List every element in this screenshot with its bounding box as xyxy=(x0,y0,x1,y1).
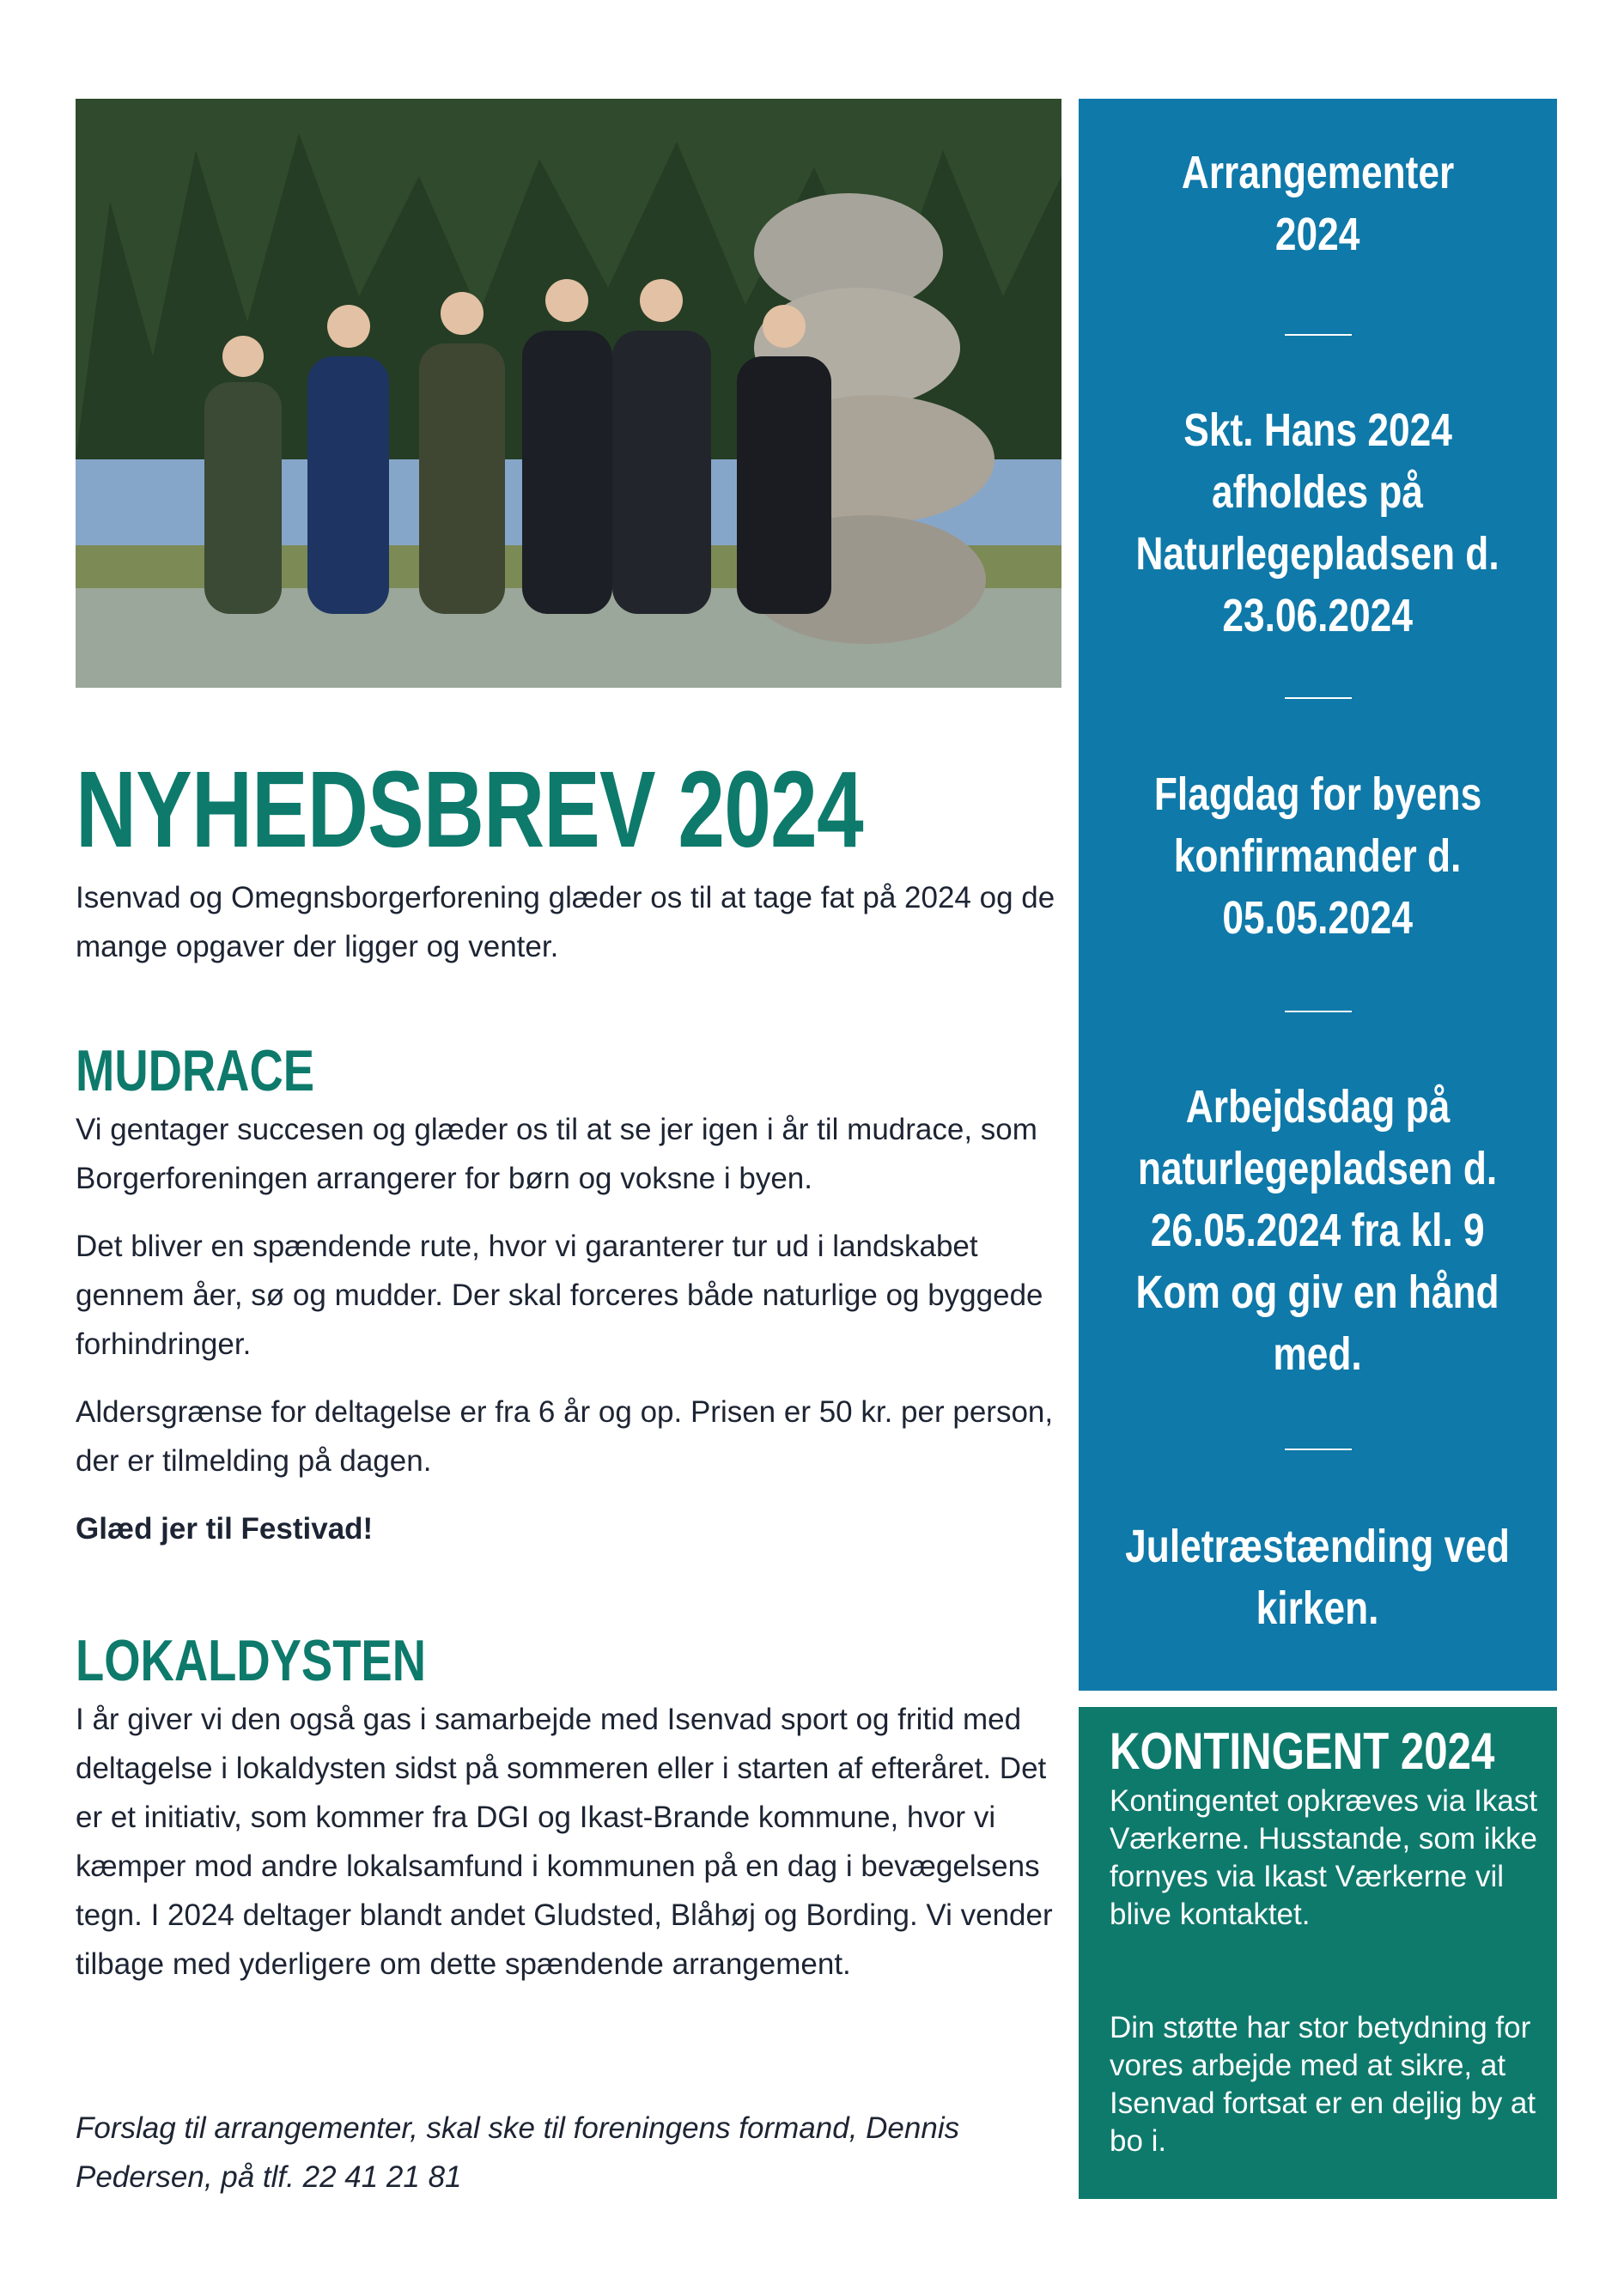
mudrace-heading: MUDRACE xyxy=(76,1038,315,1103)
intro-section xyxy=(76,873,1072,990)
events-title-line-2: 2024 xyxy=(1275,209,1360,260)
lokaldysten-paragraph: I år giver vi den også gas i samarbejde med Isenvad sport og fritid med deltagelse i lokaldysten sidst på sommeren eller i starten af efteråret. Det er et initiativ, som kommer fra DGI og Ikast-Brande kommune, hvor vi kæmper mod andre lokalsamfund i kommunen på en dag i bevægelsens tegn. I 2024 deltager blandt andet Gludsted, Blåhøj og Bording. Vi vender tilbage med yderligere om dette spændende arrangement. xyxy=(76,1703,1053,1981)
event-line: konfirmander d. xyxy=(1174,830,1462,882)
event-line: Naturlegepladsen d. xyxy=(1135,528,1500,580)
kontingent-box xyxy=(1079,1707,1557,2199)
kontingent-paragraph-2: Din støtte har stor betydning for vores arbejde med at sikre, at Isenvad fortsat er en dejlig by at bo i. xyxy=(1110,2011,1536,2158)
event-juletrae xyxy=(1079,1515,1557,1639)
event-line: Flagdag for byens xyxy=(1153,768,1482,820)
separator xyxy=(1285,1011,1352,1012)
event-line: 05.05.2024 xyxy=(1222,892,1414,944)
separator xyxy=(1285,334,1352,336)
event-line: afholdes på xyxy=(1212,466,1424,518)
mudrace-paragraph-3: Aldersgrænse for deltagelse er fra 6 år og op. Prisen er 50 kr. per person, der er tilmelding på dagen. xyxy=(76,1395,1054,1478)
event-flagdag xyxy=(1079,763,1557,949)
intro-text: Isenvad og Omegnsborgerforening glæder os til at tage fat på 2024 og de mange opgaver der ligger og venter. xyxy=(76,881,1055,963)
kontingent-title: KONTINGENT 2024 xyxy=(1110,1722,1495,1780)
mudrace-section xyxy=(76,1038,1072,1572)
mudrace-paragraph-4: Glæd jer til Festivad! xyxy=(76,1512,374,1546)
page-title: NYHEDSBREV 2024 xyxy=(76,749,863,870)
mudrace-paragraph-2: Det bliver en spændende rute, hvor vi garanterer tur ud i landskabet gennem åer, sø og mudder. Der skal forceres både naturlige og byggede forhindringer. xyxy=(76,1230,1043,1361)
lokaldysten-section xyxy=(76,1628,1072,2007)
event-line: Skt. Hans 2024 xyxy=(1183,404,1452,456)
footer-note: Forslag til arrangementer, skal ske til foreningens formand, Dennis Pedersen, på tlf. 22 41 21 81 xyxy=(76,2111,960,2194)
event-line: 26.05.2024 fra kl. 9 xyxy=(1151,1205,1485,1256)
event-line: kirken. xyxy=(1256,1582,1379,1634)
events-sidebar xyxy=(1079,99,1557,1691)
separator xyxy=(1285,697,1352,699)
events-title xyxy=(1079,142,1557,265)
mudrace-paragraph-1: Vi gentager succesen og glæder os til at se jer igen i år til mudrace, som Borgerforeningen arrangerer for børn og voksne i byen. xyxy=(76,1113,1037,1195)
group-photo xyxy=(76,99,1061,688)
event-line: Arbejdsdag på xyxy=(1185,1081,1451,1133)
event-arbejdsdag xyxy=(1079,1076,1557,1385)
event-line: med. xyxy=(1273,1328,1363,1380)
event-skt-hans xyxy=(1079,399,1557,647)
group-photo-illustration xyxy=(76,99,1061,688)
separator xyxy=(1285,1449,1352,1450)
events-title-line-1: Arrangementer xyxy=(1181,147,1455,198)
kontingent-paragraph-1: Kontingentet opkræves via Ikast Værkerne. Husstande, som ikke fornyes via Ikast Værkerne vil blive kontaktet. xyxy=(1110,1784,1538,1931)
event-line: 23.06.2024 xyxy=(1222,590,1414,641)
event-line: Juletræstænding ved xyxy=(1125,1521,1511,1572)
event-line: Kom og giv en hånd xyxy=(1135,1266,1500,1318)
lokaldysten-heading: LOKALDYSTEN xyxy=(76,1628,426,1693)
event-line: naturlegepladsen d. xyxy=(1138,1143,1498,1194)
